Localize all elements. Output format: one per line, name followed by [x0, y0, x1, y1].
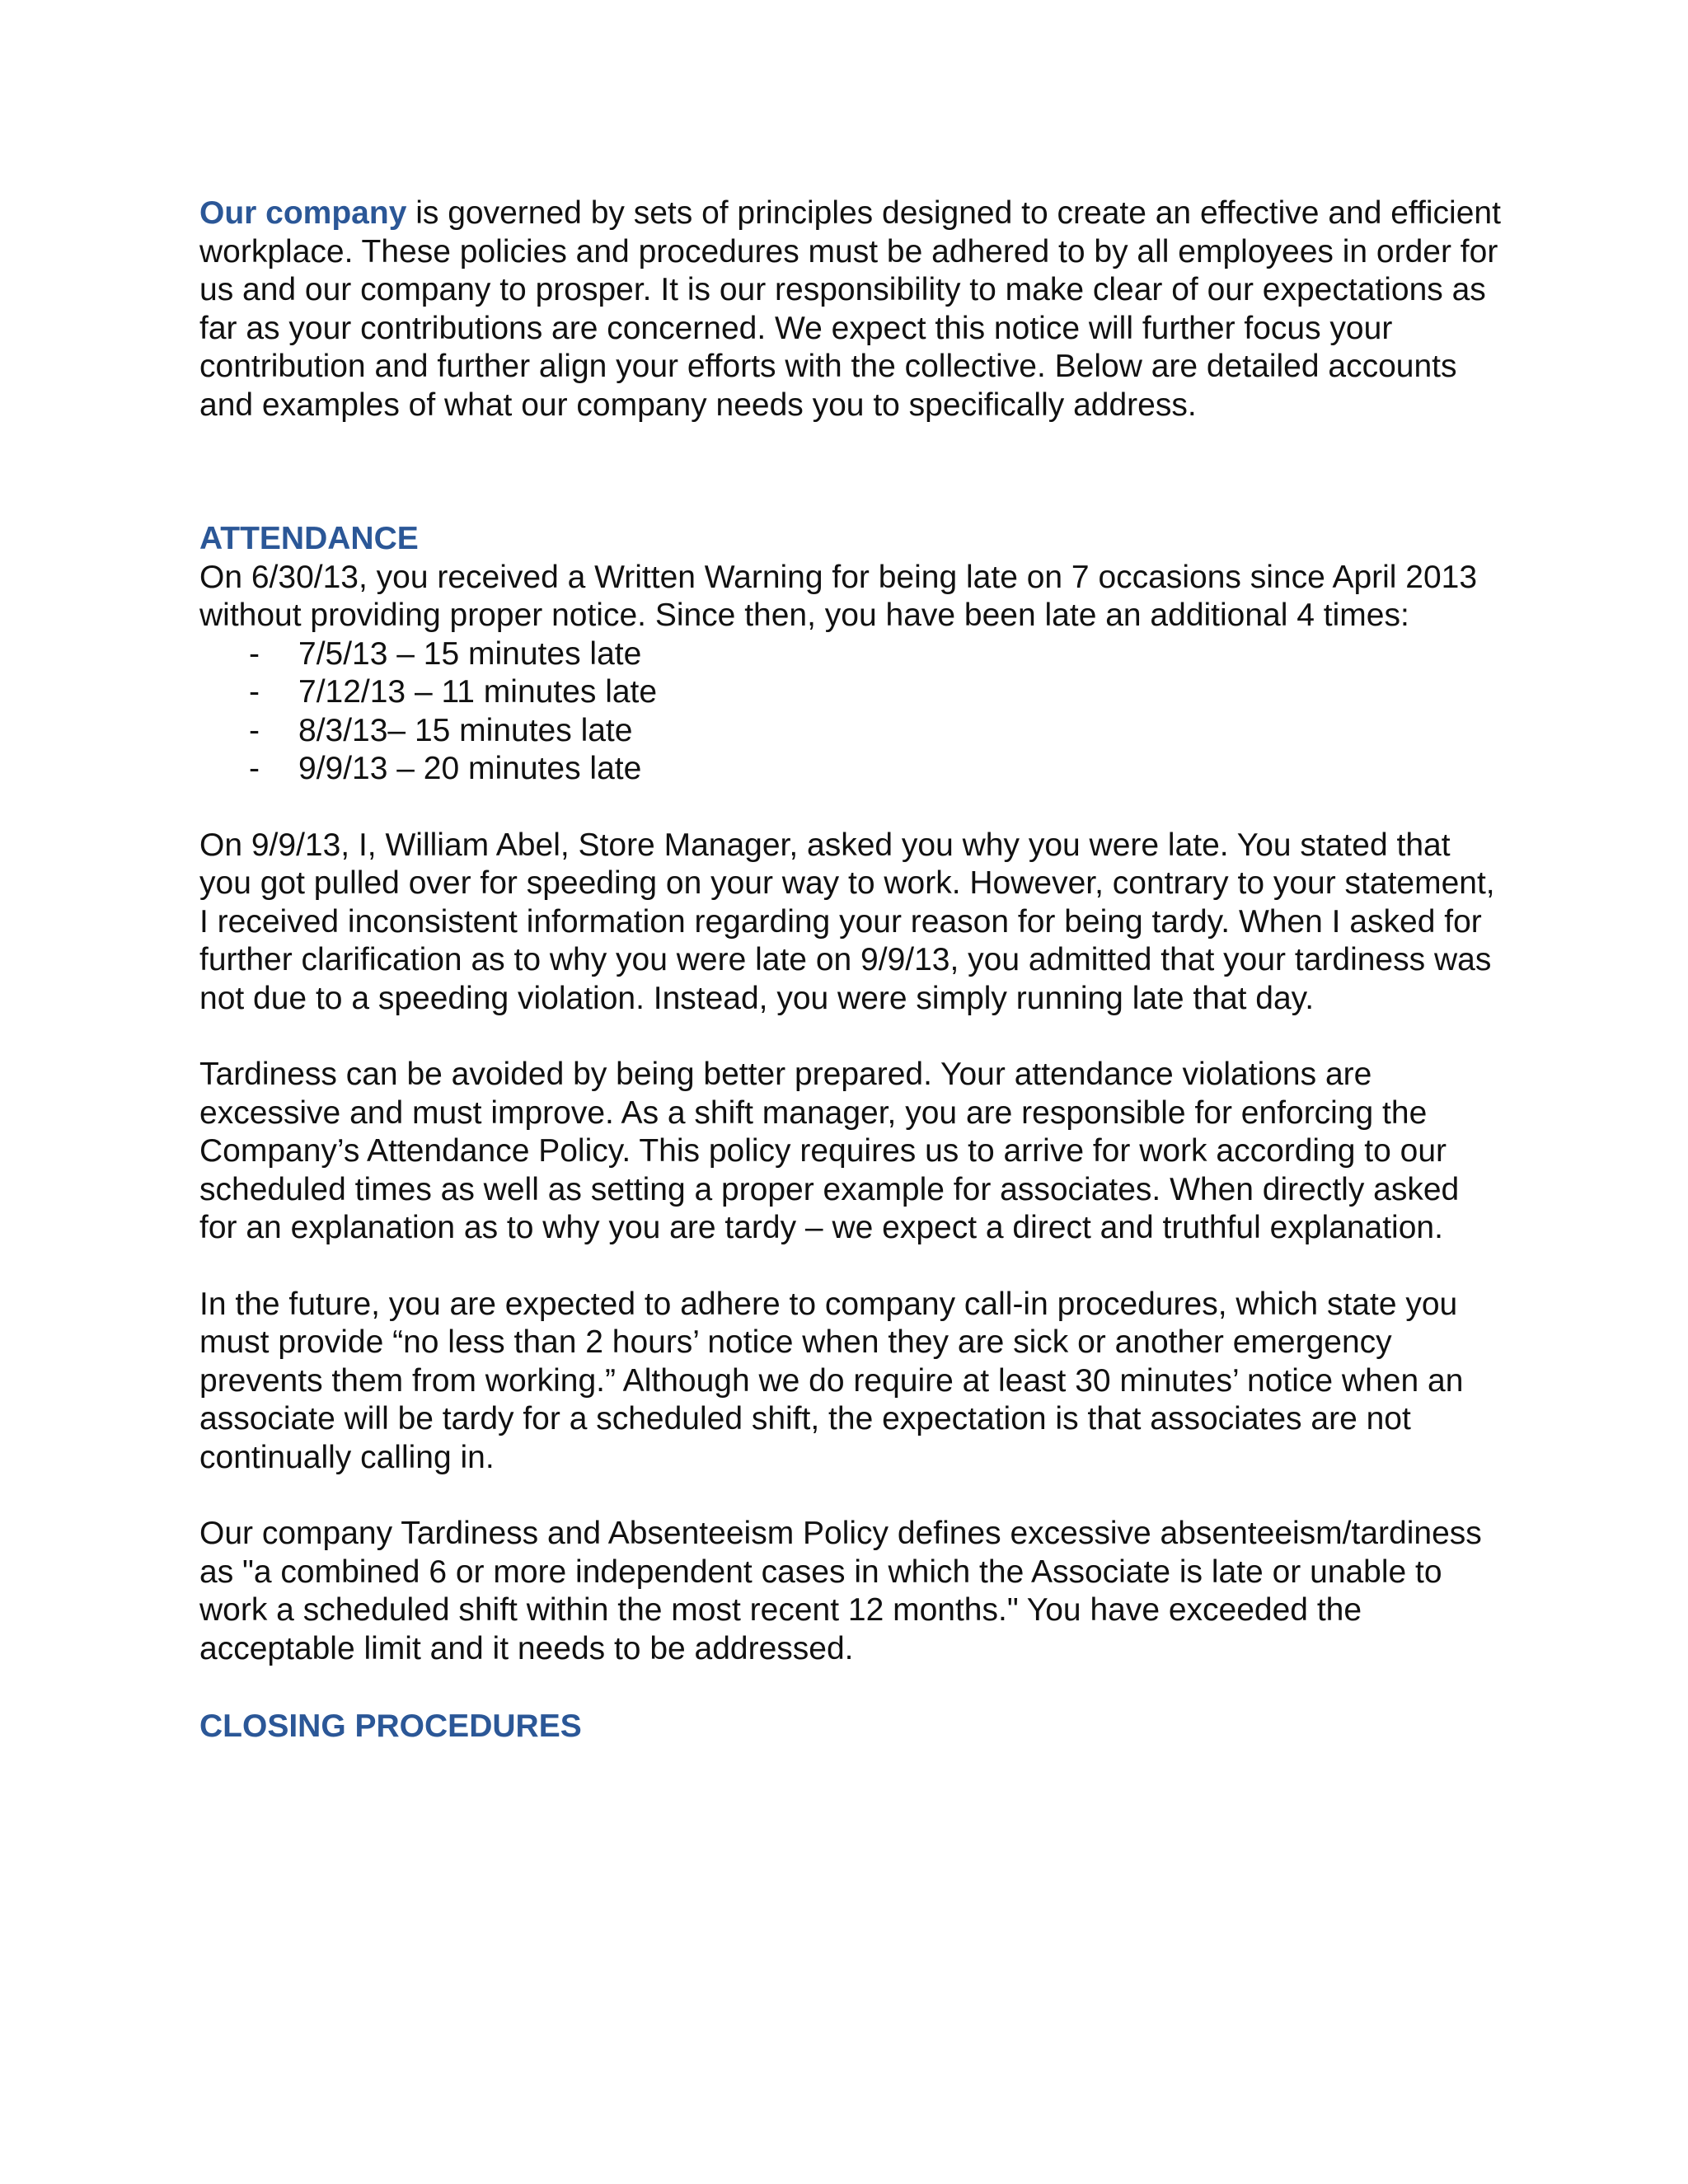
- attendance-heading: ATTENDANCE: [199, 521, 419, 556]
- spacer: [199, 424, 1502, 520]
- bullet-dash: -: [249, 674, 260, 710]
- spacer: [199, 789, 1502, 827]
- spacer: [199, 1668, 1502, 1708]
- tardiness-paragraph: Tardiness can be avoided by being better prepared. Your attendance violations are excessive and must improve. As a shift manager, you are responsible for enforcing the Company’s Attendance Policy. This policy requires us to arrive for work according to our scheduled times as well as setting a proper example for associates. When directly asked for an explanation as to why you are tardy – we expect a direct and truthful explanation.: [199, 1057, 1460, 1245]
- spacer: [199, 1018, 1502, 1056]
- list-item-text: 8/3/13– 15 minutes late: [298, 712, 633, 748]
- bullet-dash: -: [249, 635, 260, 672]
- list-item-text: 7/12/13 – 11 minutes late: [298, 674, 658, 710]
- list-item: [199, 673, 1502, 712]
- list-item-text: 9/9/13 – 20 minutes late: [298, 751, 642, 786]
- attendance-intro: On 6/30/13, you received a Written Warning for being late on 7 occasions since April 2013 without providing proper notice. Since then, you have been late an additional 4 times:: [199, 559, 1478, 633]
- company-lead: Our company: [199, 195, 407, 231]
- list-item: [199, 750, 1502, 789]
- spacer: [199, 1248, 1502, 1286]
- list-item: [199, 635, 1502, 674]
- policy-paragraph: Our company Tardiness and Absenteeism Policy defines excessive absenteeism/tardiness as "a combined 6 or more independent cases in which the Associate is late or unable to work a scheduled shift within the most recent 12 months." You have exceeded the acceptable limit and it needs to be addressed.: [199, 1516, 1482, 1666]
- late-occurrences-list: [199, 635, 1502, 789]
- bullet-dash: -: [249, 751, 260, 786]
- call-in-paragraph: In the future, you are expected to adhere to company call-in procedures, which state you must provide “no less than 2 hours’ notice when they are sick or another emergency prevents them from working.” Although we do require at least 30 minutes’ notice when an associate will be tardy for a scheduled shift, the expectation is that associates are not continually calling in.: [199, 1286, 1464, 1475]
- manager-statement-paragraph: On 9/9/13, I, William Abel, Store Manager, asked you why you were late. You stated that you got pulled over for speeding on your way to work. However, contrary to your statement, I received inconsistent information regarding your reason for being tardy. When I asked for further clarification as to why you were late on 9/9/13, you admitted that your tardiness was not due to a speeding violation. Instead, you were simply running late that day.: [199, 827, 1495, 1016]
- list-item: [199, 712, 1502, 751]
- bullet-dash: -: [249, 712, 260, 748]
- spacer: [199, 1477, 1502, 1515]
- closing-procedures-heading: CLOSING PROCEDURES: [199, 1708, 582, 1744]
- intro-text: is governed by sets of principles designed to create an effective and efficient workplace. These policies and procedures must be adhered to by all employees in order for us and our company to prosper. It is our responsibility to make clear of our expectations as far as your contributions are concerned. We expect this notice will further focus your contribution and further align your efforts with the collective. Below are detailed accounts and examples of what our company needs you to specifically address.: [199, 195, 1501, 423]
- list-item-text: 7/5/13 – 15 minutes late: [298, 635, 642, 672]
- document-page: [199, 194, 1502, 1746]
- intro-paragraph: [199, 194, 1502, 424]
